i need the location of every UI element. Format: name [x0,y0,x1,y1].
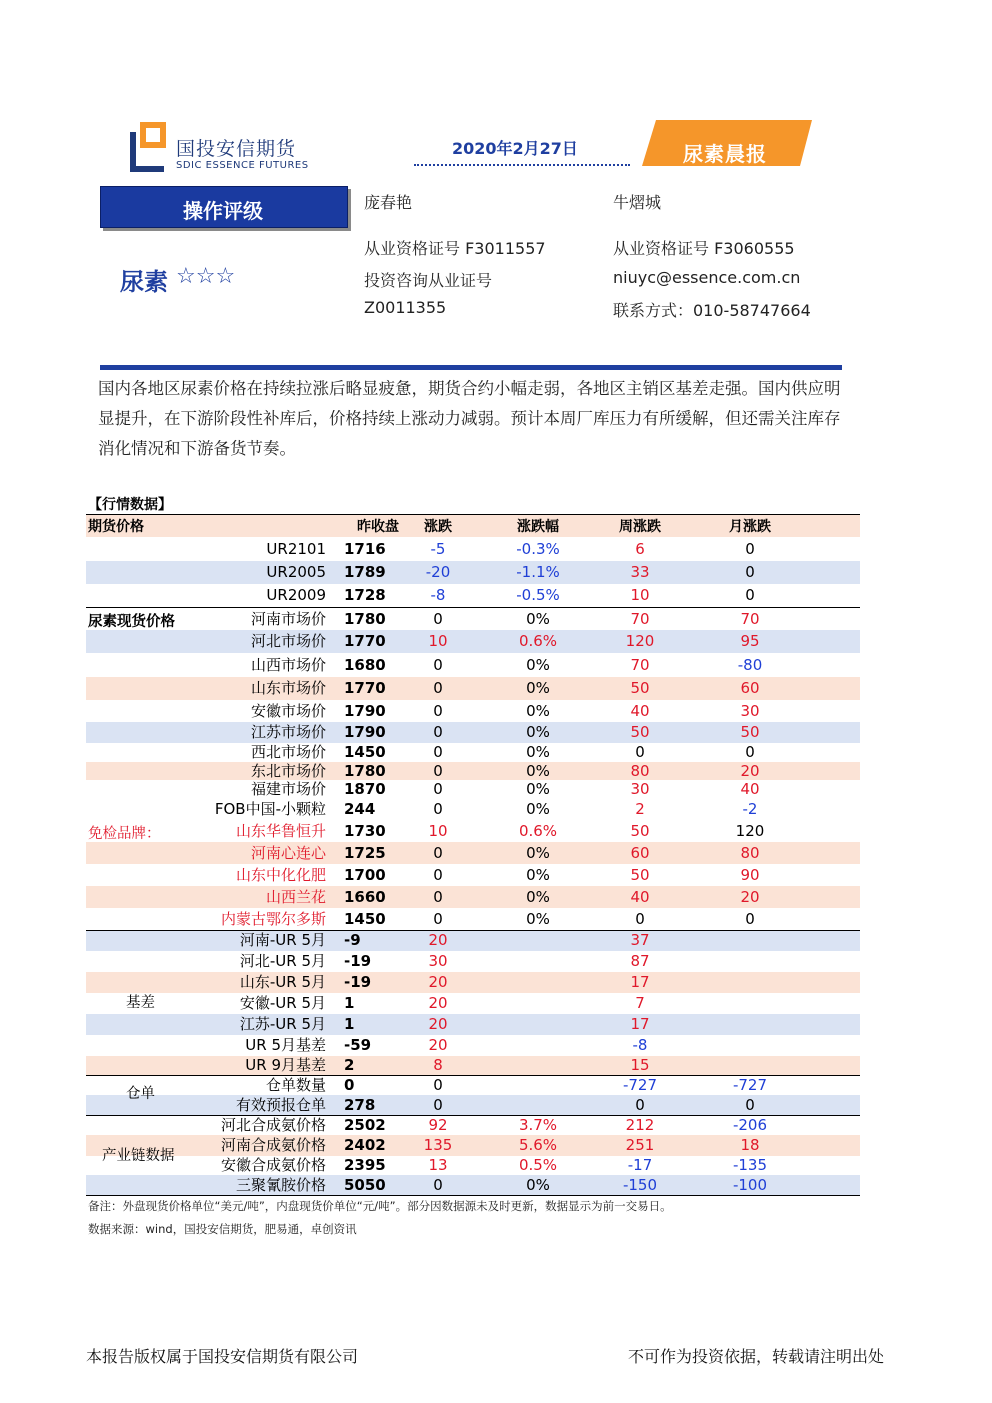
row-chg-value: 0 [433,866,443,884]
row-close: 1728 [344,586,386,604]
row-close: 1 [344,1015,355,1033]
market-summary: 国内各地区尿素价格在持续拉涨后略显疲惫，期货合约小幅走弱，各地区主销区基差走强。国内供应明显提升，在下游阶段性补库后，价格持续上涨动力减弱。预计本周厂库压力有所缓解，但还需关注库存消化情况和下游备货节奏。 [98,379,841,458]
row-chg-value: 10 [428,632,448,650]
row-month-value: 20 [740,762,760,780]
row-month-value: -727 [732,1076,768,1094]
rating-product: 尿素 [120,268,168,296]
row-close: 2402 [344,1136,386,1154]
footer-copyright: 本报告版权属于国投安信期货有限公司 [86,1347,359,1366]
row-close: 2502 [344,1116,386,1134]
row-label: UR 9月基差 [245,1056,326,1074]
row-chg-value: 0 [433,888,443,906]
header-section-label: 期货价格 [88,519,144,535]
row-week-value: 40 [630,888,650,906]
row-month-value: 95 [740,632,760,650]
row-close: 1 [344,994,355,1012]
row-chg-value: 0 [433,1176,443,1194]
row-label: 河南市场价 [250,610,326,628]
row-week-value: 40 [630,702,650,720]
row-label: 西北市场价 [250,743,326,761]
row-month-value: 0 [745,540,755,558]
row-month-value: 0 [745,743,755,761]
table-row [86,584,860,607]
row-month-value: -100 [732,1176,768,1194]
table-row [86,780,860,799]
row-close: 1770 [344,679,386,697]
row-chg-value: -8 [430,586,446,604]
row-chg-value: 92 [428,1116,448,1134]
row-week-value: 80 [630,762,650,780]
row-pct-value: 5.6% [518,1136,558,1154]
row-close: 1716 [344,540,386,558]
row-week-value: 50 [630,866,650,884]
row-week-value: 0 [635,1096,645,1114]
row-pct-value: 3.7% [518,1116,558,1134]
row-close: 1450 [344,743,386,761]
row-label: 河南合成氨价格 [220,1136,326,1154]
row-pct-value: -0.5% [516,586,560,604]
row-pct-value: 0% [526,888,550,906]
row-label: 安徽合成氨价格 [220,1156,326,1174]
footer-disclaimer: 不可作为投资依据，转载请注明出处 [628,1347,885,1366]
row-week-value: 120 [625,632,655,650]
table-heading: 【行情数据】 [88,497,172,513]
table-row [86,820,860,842]
row-label: 安徽-UR 5月 [239,994,326,1012]
row-label: UR2009 [266,586,326,604]
table-row [86,1014,860,1035]
row-week-value: 2 [635,800,645,818]
row-week-value: 30 [630,780,650,798]
row-close: 1780 [344,762,386,780]
row-month-value: 50 [740,723,760,741]
header-chg-text: 涨跌 [424,519,452,535]
row-pct-value: 0% [526,866,550,884]
row-label: FOB中国-小颗粒 [214,800,326,818]
header-month-text: 月涨跌 [729,519,771,535]
section-basis-label: 基差 [126,995,155,1011]
table-row [86,1095,860,1115]
row-close: 1680 [344,656,386,674]
row-week-value: 50 [630,679,650,697]
row-chg-value: 0 [433,656,443,674]
row-chg-value: 20 [428,1015,448,1033]
table-row [86,743,860,762]
row-pct-value: 0% [526,1176,550,1194]
logo-text-en: SDIC ESSENCE FUTURES [176,160,309,171]
row-month-value: 0 [745,563,755,581]
table-header-row [86,514,860,537]
row-close: -19 [344,952,372,970]
row-label: 山东市场价 [250,679,326,697]
date-underline [414,164,630,166]
row-week-value: 70 [630,656,650,674]
row-month-value: 60 [740,679,760,697]
row-month-value: -206 [732,1116,768,1134]
table-rule [86,1075,860,1076]
row-pct-value: 0% [526,743,550,761]
row-label: UR2005 [266,563,326,581]
row-pct-value: 0% [526,800,550,818]
table-row [86,1056,860,1075]
row-chg-value: 0 [433,702,443,720]
table-row [86,993,860,1014]
row-label: 河南-UR 5月 [239,931,326,949]
row-label: 河北-UR 5月 [239,952,326,970]
analyst-1-consult: 投资咨询从业证号 [364,271,493,290]
header-close-text: 昨收盘 [357,519,399,535]
row-chg-value: 0 [433,723,443,741]
row-label: 山西市场价 [250,656,326,674]
row-month-value: 18 [740,1136,760,1154]
row-chg-value: 0 [433,780,443,798]
row-label: 河北合成氨价格 [220,1116,326,1134]
header-week-text: 周涨跌 [619,519,661,535]
row-month-value: 20 [740,888,760,906]
row-label: 内蒙古鄂尔多斯 [220,910,326,928]
footnote-units: 备注：外盘现货价格单位“美元/吨”，内盘现货价单位“元/吨”。部分因数据源未及时更新，数据显示为前一交易日。 [88,1199,672,1213]
row-pct-value: 0% [526,762,550,780]
row-pct-value: 0.5% [518,1156,558,1174]
row-chg-value: 20 [428,1036,448,1054]
analyst-2-cert: 从业资格证号 F3060555 [613,239,795,258]
row-week-value: 10 [630,586,650,604]
row-week-value: 6 [635,540,645,558]
row-month-value: 0 [745,910,755,928]
header-pct-text: 涨跌幅 [517,519,559,535]
table-row [86,951,860,972]
row-chg-value: 0 [433,1076,443,1094]
row-week-value: 50 [630,723,650,741]
row-label: 仓单数量 [265,1076,326,1094]
row-close: 5050 [344,1176,386,1194]
row-close: -9 [344,931,361,949]
row-close: 1789 [344,563,386,581]
table-rule [86,607,860,608]
row-week-value: -150 [622,1176,658,1194]
row-chg-value: 20 [428,994,448,1012]
table-row [86,972,860,993]
row-week-value: 50 [630,822,650,840]
row-close: 1725 [344,844,386,862]
row-pct-value: -1.1% [516,563,560,581]
row-chg-value: 0 [433,1096,443,1114]
rating-label: 操作评级 [183,199,263,223]
row-close: 2395 [344,1156,386,1174]
row-chg-value: 0 [433,910,443,928]
row-week-value: 17 [630,973,650,991]
row-month-value: 80 [740,844,760,862]
row-chg-value: 10 [428,822,448,840]
row-month-value: 90 [740,866,760,884]
row-month-value: 0 [745,1096,755,1114]
analyst-1-cert: 从业资格证号 F3011557 [364,239,546,258]
row-week-value: -17 [627,1156,653,1174]
row-label: 山西兰花 [265,888,326,906]
row-chg-value: 20 [428,931,448,949]
row-chg-value: 0 [433,800,443,818]
row-week-value: 7 [635,994,645,1012]
row-week-value: 0 [635,910,645,928]
row-close: 1660 [344,888,386,906]
row-pct-value: 0% [526,780,550,798]
row-label: UR 5月基差 [245,1036,326,1054]
table-rule [86,930,860,931]
row-close: 278 [344,1096,376,1114]
row-month-value: 120 [735,822,765,840]
row-pct-value: 0.6% [518,632,558,650]
row-month-value: 30 [740,702,760,720]
analyst-2-phone: 联系方式：010-58747664 [613,301,811,320]
row-label: UR2101 [266,540,326,558]
row-chg-value: 13 [428,1156,448,1174]
row-week-value: 0 [635,743,645,761]
table-rule [86,1195,860,1196]
table-row [86,762,860,780]
table-row [86,1115,860,1135]
report-date: 2020年2月27日 [452,139,578,158]
row-month-value: 70 [740,610,760,628]
row-chg-value: 20 [428,973,448,991]
table-row [86,799,860,820]
section-chain-label: 产业链数据 [102,1148,175,1164]
table-row [86,908,860,930]
row-month-value: -2 [742,800,758,818]
row-pct-value: -0.3% [516,540,560,558]
row-chg-value: 0 [433,844,443,862]
table-rule [86,514,860,515]
row-pct-value: 0% [526,844,550,862]
row-chg-value: 8 [433,1056,443,1074]
section-divider [100,365,842,370]
row-chg-value: 0 [433,743,443,761]
table-row [86,608,860,630]
row-week-value: 15 [630,1056,650,1074]
row-label: 河北市场价 [250,632,326,650]
table-row [86,653,860,677]
row-month-value: -80 [737,656,763,674]
table-row [86,1075,860,1095]
row-close: 1730 [344,822,386,840]
row-close: 1790 [344,723,386,741]
row-label: 有效预报仓单 [235,1096,326,1114]
logo-text-cn: 国投安信期货 [176,138,297,160]
row-label: 山东-UR 5月 [239,973,326,991]
row-close: 244 [344,800,376,818]
row-close: 2 [344,1056,355,1074]
analyst-1-consult-id: Z0011355 [364,298,447,317]
analyst-2-name: 牛熠城 [613,193,662,212]
row-pct-value: 0% [526,910,550,928]
table-row [86,1135,860,1156]
table-row [86,538,860,561]
table-row [86,700,860,722]
row-chg-value: 0 [433,679,443,697]
row-label: 三聚氰胺价格 [235,1176,326,1194]
row-chg-value: -5 [430,540,446,558]
row-label: 江苏市场价 [250,723,326,741]
row-close: 1790 [344,702,386,720]
row-pct-value: 0.6% [518,822,558,840]
company-logo-icon [130,122,170,172]
footnote-source: 数据来源：wind，国投安信期货，肥易通，卓创资讯 [88,1222,357,1236]
row-pct-value: 0% [526,723,550,741]
row-close: -19 [344,973,372,991]
row-chg-value: 0 [433,762,443,780]
section-spot-label: 尿素现货价格 [88,614,175,630]
row-week-value: 60 [630,844,650,862]
row-label: 安徽市场价 [250,702,326,720]
row-label: 山东中化化肥 [235,866,326,884]
row-label: 山东华鲁恒升 [235,822,326,840]
table-row [86,561,860,584]
row-week-value: 251 [625,1136,655,1154]
rating-stars: ☆☆☆ [176,264,236,289]
row-close: -59 [344,1036,372,1054]
row-chg-value: -20 [425,563,451,581]
row-chg-value: 30 [428,952,448,970]
analyst-1-name: 庞春艳 [364,193,413,212]
row-week-value: 70 [630,610,650,628]
row-chg-value: 135 [423,1136,453,1154]
row-close: 0 [344,1076,355,1094]
table-row [86,1156,860,1175]
row-close: 1870 [344,780,386,798]
row-pct-value: 0% [526,656,550,674]
row-pct-value: 0% [526,610,550,628]
row-week-value: -8 [632,1036,648,1054]
section-brand-label: 免检品牌： [88,826,161,842]
row-month-value: 0 [745,586,755,604]
row-label: 江苏-UR 5月 [239,1015,326,1033]
row-label: 福建市场价 [250,780,326,798]
row-week-value: 33 [630,563,650,581]
table-row [86,864,860,886]
row-close: 1700 [344,866,386,884]
table-row [86,842,860,864]
row-chg-value: 0 [433,610,443,628]
analyst-2-email: niuyc@essence.com.cn [613,268,801,287]
row-close: 1780 [344,610,386,628]
report-title: 尿素晨报 [683,142,767,166]
row-month-value: 40 [740,780,760,798]
row-close: 1770 [344,632,386,650]
row-label: 东北市场价 [250,762,326,780]
row-week-value: 87 [630,952,650,970]
table-row [86,930,860,951]
row-month-value: -135 [732,1156,768,1174]
row-week-value: 37 [630,931,650,949]
table-row [86,1035,860,1056]
table-rule [86,1115,860,1116]
table-row [86,886,860,908]
row-label: 河南心连心 [250,844,326,862]
row-pct-value: 0% [526,702,550,720]
row-close: 1450 [344,910,386,928]
table-row [86,1175,860,1195]
row-week-value: -727 [622,1076,658,1094]
row-week-value: 212 [625,1116,655,1134]
table-row [86,722,860,743]
table-row [86,677,860,700]
row-pct-value: 0% [526,679,550,697]
row-week-value: 17 [630,1015,650,1033]
section-warrant-label: 仓单 [126,1086,155,1102]
table-row [86,630,860,653]
